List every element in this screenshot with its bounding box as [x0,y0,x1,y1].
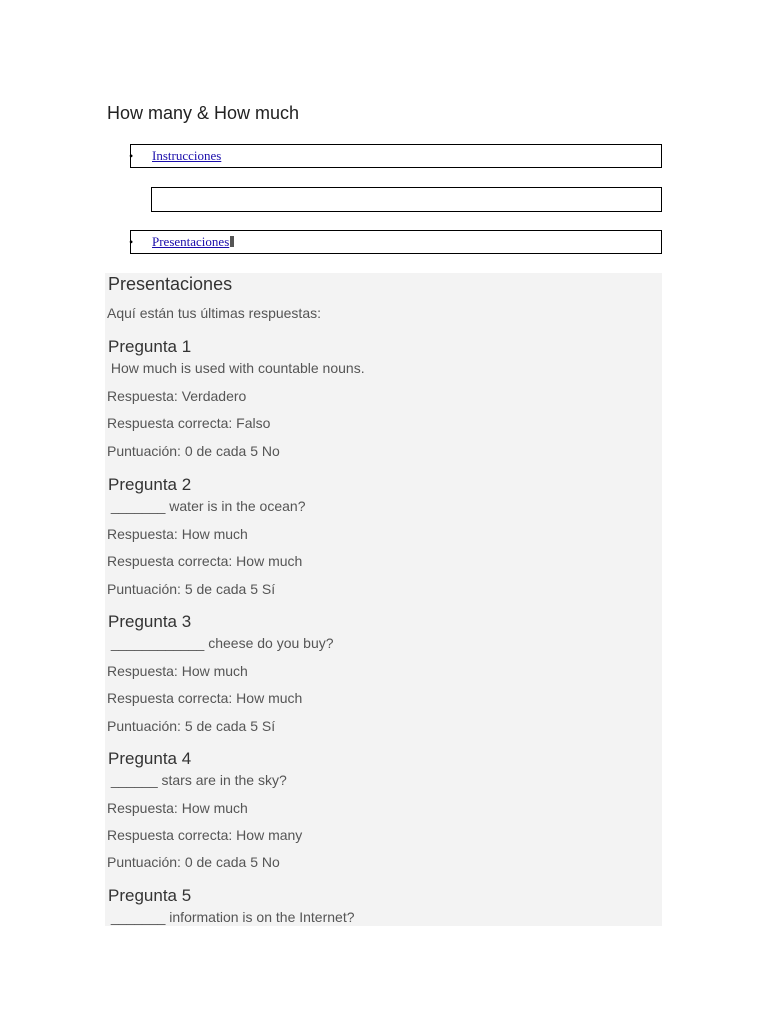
bullet-icon: • [129,235,134,249]
question-text: _______ water is in the ocean? [107,498,306,514]
question-heading: Pregunta 3 [108,612,192,631]
score-text: Puntuación: 5 de cada 5 Sí [107,581,276,597]
results-panel [105,273,662,926]
instructions-link[interactable]: Instrucciones [152,148,222,163]
correct-answer-text: Respuesta correcta: How much [107,553,303,569]
text-cursor-icon [230,236,234,247]
correct-answer-text: Respuesta correcta: How much [107,690,303,706]
nav-item-presentations [130,230,662,254]
question-heading: Pregunta 4 [108,749,192,768]
results-intro: Aquí están tus últimas respuestas: [107,305,321,321]
answer-text: Respuesta: Verdadero [107,388,247,404]
empty-nav-box [151,187,662,212]
correct-answer-text: Respuesta correcta: How many [107,827,303,843]
question-text: ______ stars are in the sky? [107,772,287,788]
answer-text: Respuesta: How much [107,800,248,816]
results-title: Presentaciones [108,274,233,294]
presentations-link-label: Presentaciones [152,234,230,249]
question-heading: Pregunta 1 [108,337,192,356]
question-text: _______ information is on the Internet? [107,909,355,925]
question-heading: Pregunta 2 [108,475,192,494]
bullet-icon: • [129,149,134,163]
answer-text: Respuesta: How much [107,663,248,679]
question-text: ____________ cheese do you buy? [107,635,334,651]
nav-item-instructions [130,144,662,168]
score-text: Puntuación: 5 de cada 5 Sí [107,718,276,734]
question-text: How much is used with countable nouns. [107,360,365,376]
correct-answer-text: Respuesta correcta: Falso [107,415,271,431]
score-text: Puntuación: 0 de cada 5 No [107,854,280,870]
question-heading: Pregunta 5 [108,886,192,905]
presentations-link[interactable] [152,234,234,250]
page-title: How many & How much [107,103,300,123]
score-text: Puntuación: 0 de cada 5 No [107,443,280,459]
answer-text: Respuesta: How much [107,526,248,542]
